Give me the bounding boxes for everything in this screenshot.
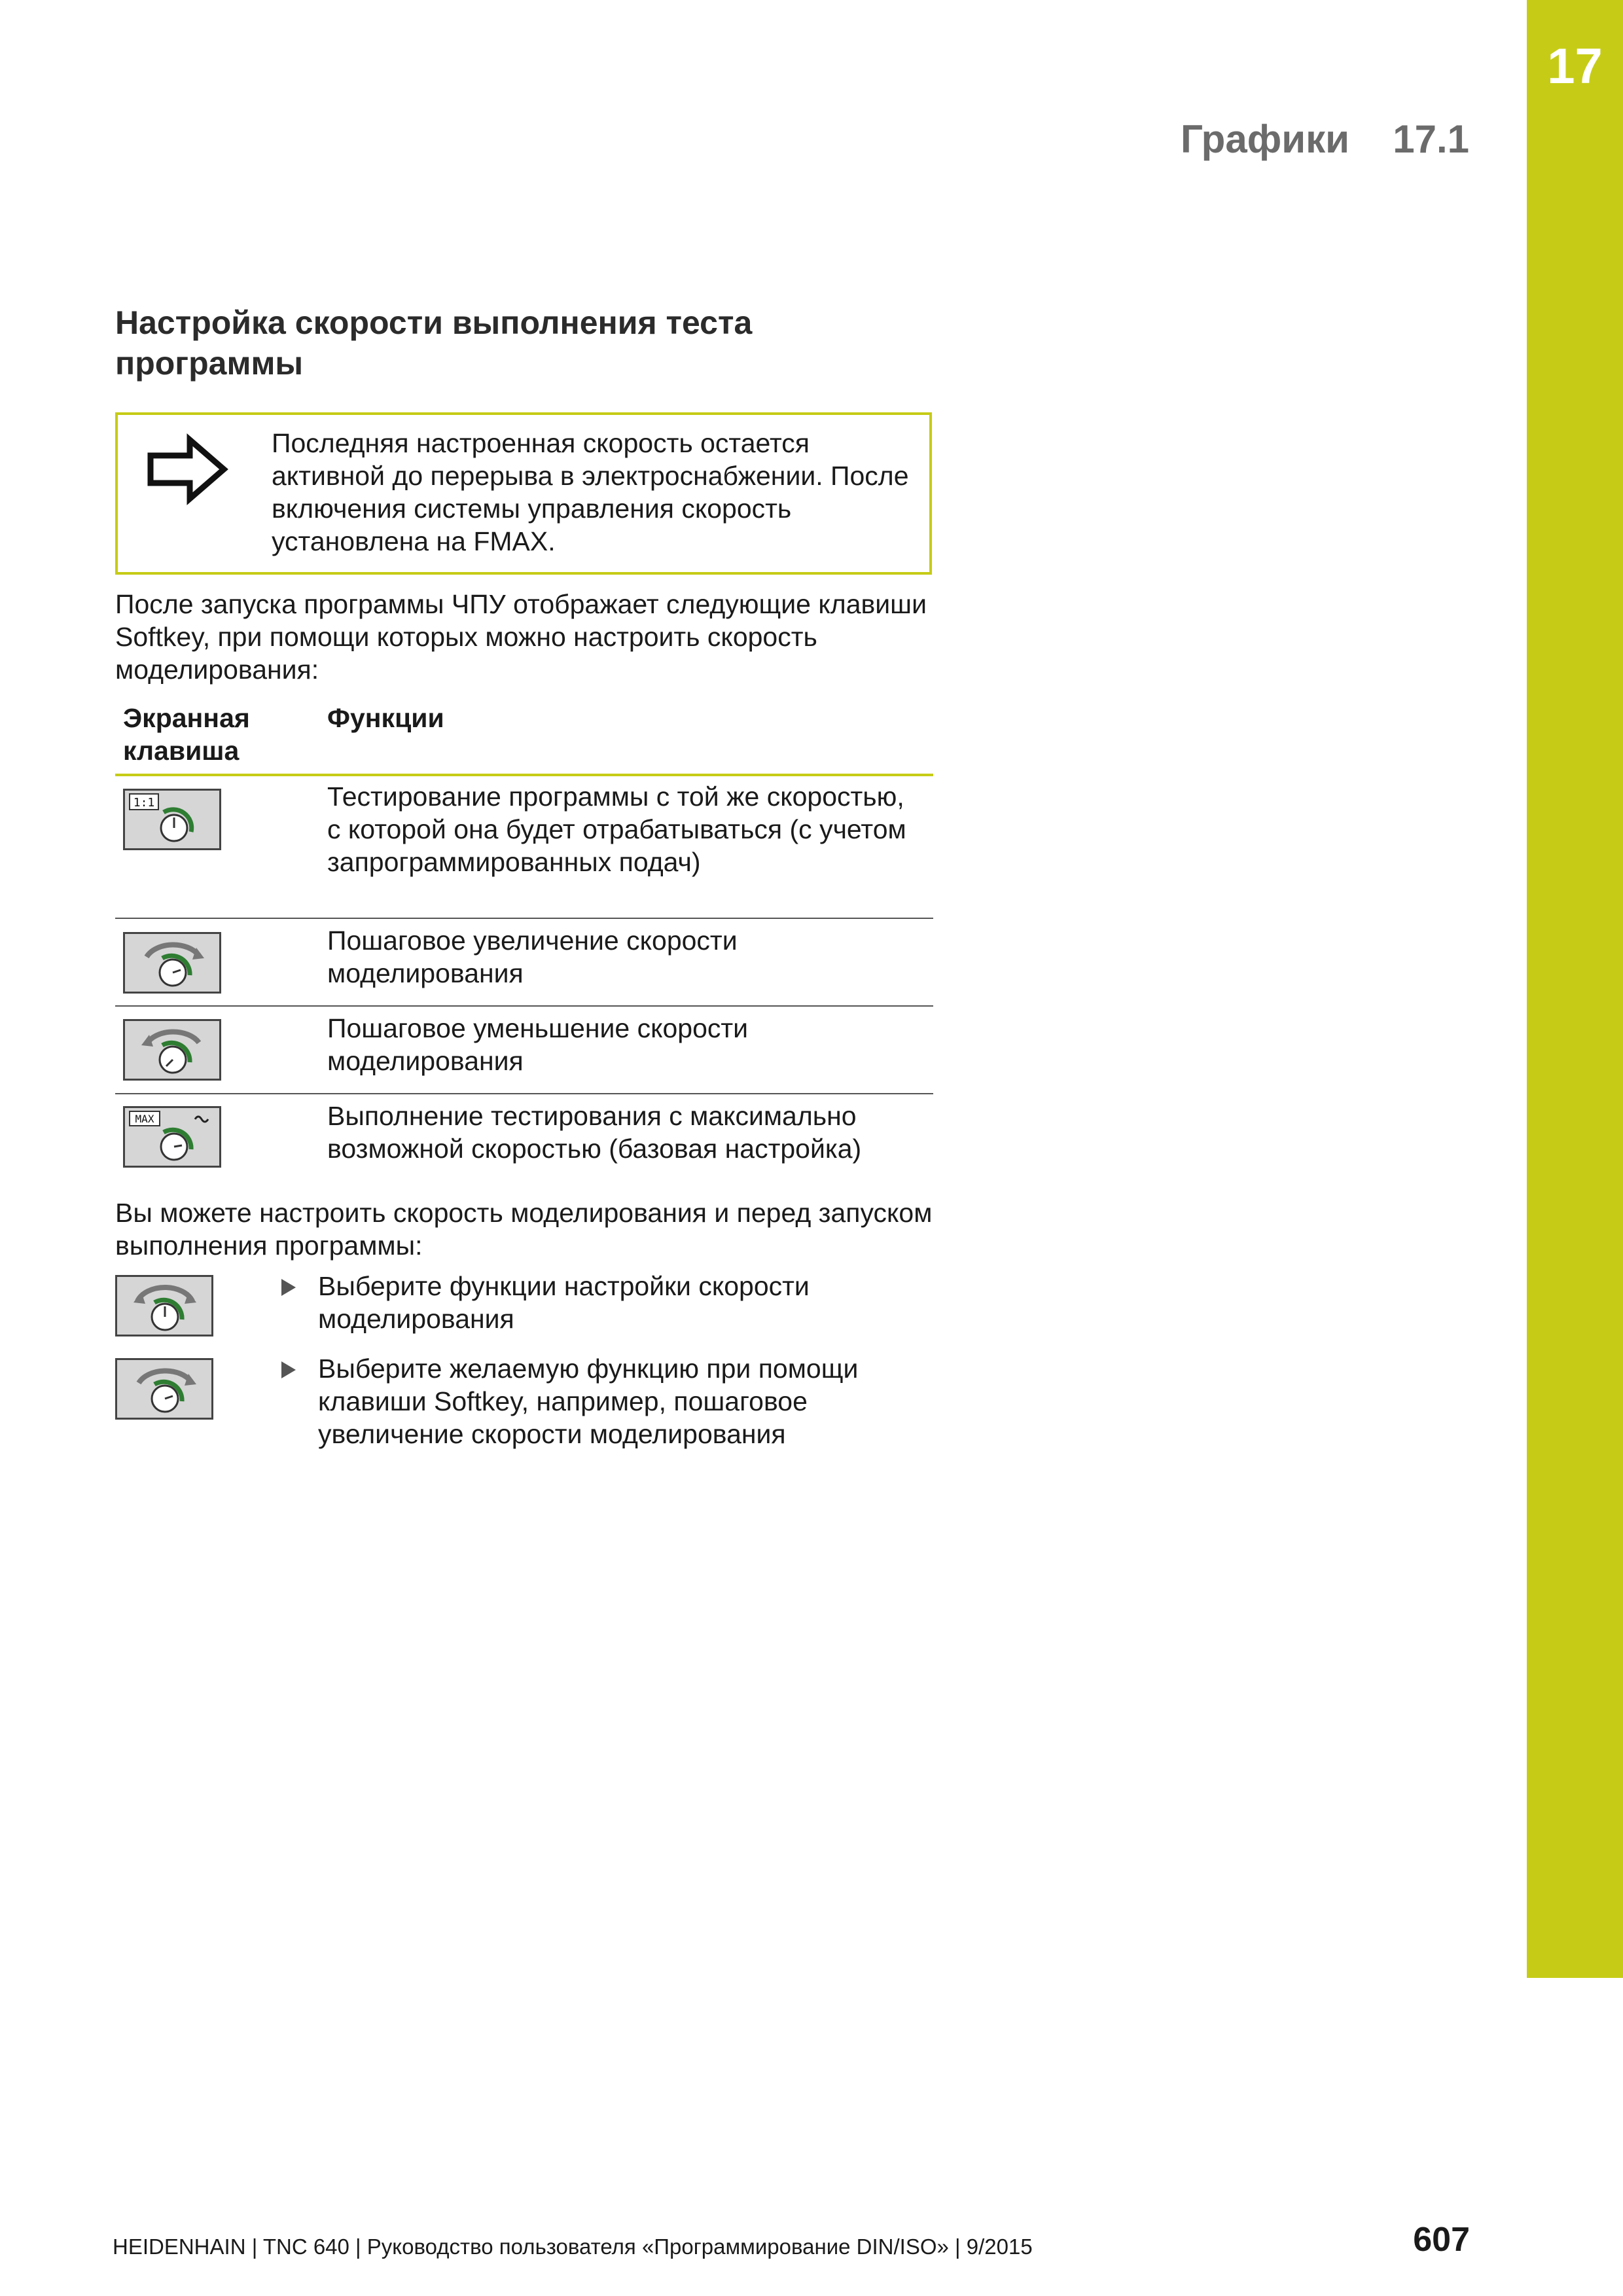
- bullet-triangle-icon: [281, 1361, 296, 1378]
- speed-increase-softkey-icon[interactable]: [115, 1358, 213, 1420]
- table-row-2-text: Пошаговое увеличение скорости моделирования: [327, 925, 738, 988]
- intro-paragraph: После запуска программы ЧПУ отображает следующие клавиши Softkey, при помощи которых можно настроить скорость моделирования:: [115, 589, 927, 685]
- softkey-badge-1-1: 1:1: [133, 796, 155, 810]
- softkey-badge-max: MAX: [135, 1113, 154, 1125]
- table-row-divider: [115, 1005, 933, 1007]
- table-row-4-text: Выполнение тестирования с максимально возможной скоростью (базовая настройка): [327, 1101, 862, 1164]
- speed-functions-softkey-icon[interactable]: [115, 1275, 213, 1336]
- table-row-1-text: Тестирование программы с той же скоростью, с которой она будет отрабатываться (с учетом запрограммированных подач): [327, 781, 906, 877]
- step-2-text: Выберите желаемую функцию при помощи клавиши Softkey, например, пошаговое увеличение скорости моделирования: [318, 1354, 859, 1449]
- note-text: Последняя настроенная скорость остается активной до перерыва в электроснабжении. После включения системы управления скорость установлена на FMAX.: [272, 428, 909, 556]
- page-number: 607: [1413, 2221, 1470, 2259]
- table-header-softkey: Экранная клавиша: [123, 703, 250, 766]
- step-1-text: Выберите функции настройки скорости моделирования: [318, 1271, 810, 1334]
- speed-max-softkey-icon[interactable]: [123, 1106, 221, 1168]
- table-header-function: Функции: [327, 703, 444, 733]
- step-2: [281, 1352, 936, 1450]
- arrow-right-icon: [147, 433, 232, 505]
- section-heading: Настройка скорости выполнения теста программы: [115, 304, 753, 382]
- chapter-number: 17: [1547, 39, 1603, 94]
- table-row-3-text: Пошаговое уменьшение скорости моделирования: [327, 1013, 749, 1076]
- table-row-divider: [115, 1093, 933, 1094]
- speed-decrease-softkey-icon[interactable]: [123, 1019, 221, 1081]
- step-1: [281, 1270, 936, 1335]
- chapter-tab: [1527, 0, 1623, 1978]
- note-box: [115, 412, 932, 575]
- running-header-title: Графики: [1180, 117, 1349, 161]
- speed-1-1-softkey-icon[interactable]: [123, 789, 221, 850]
- table-header-divider: [115, 774, 933, 776]
- second-paragraph: Вы можете настроить скорость моделирования и перед запуском выполнения программы:: [115, 1198, 933, 1261]
- table-row-divider: [115, 918, 933, 919]
- bullet-triangle-icon: [281, 1279, 296, 1296]
- speed-increase-softkey-icon[interactable]: [123, 932, 221, 994]
- running-header-section: 17.1: [1393, 117, 1469, 161]
- page-footer: HEIDENHAIN | TNC 640 | Руководство пользователя «Программирование DIN/ISO» | 9/2015: [113, 2234, 1033, 2259]
